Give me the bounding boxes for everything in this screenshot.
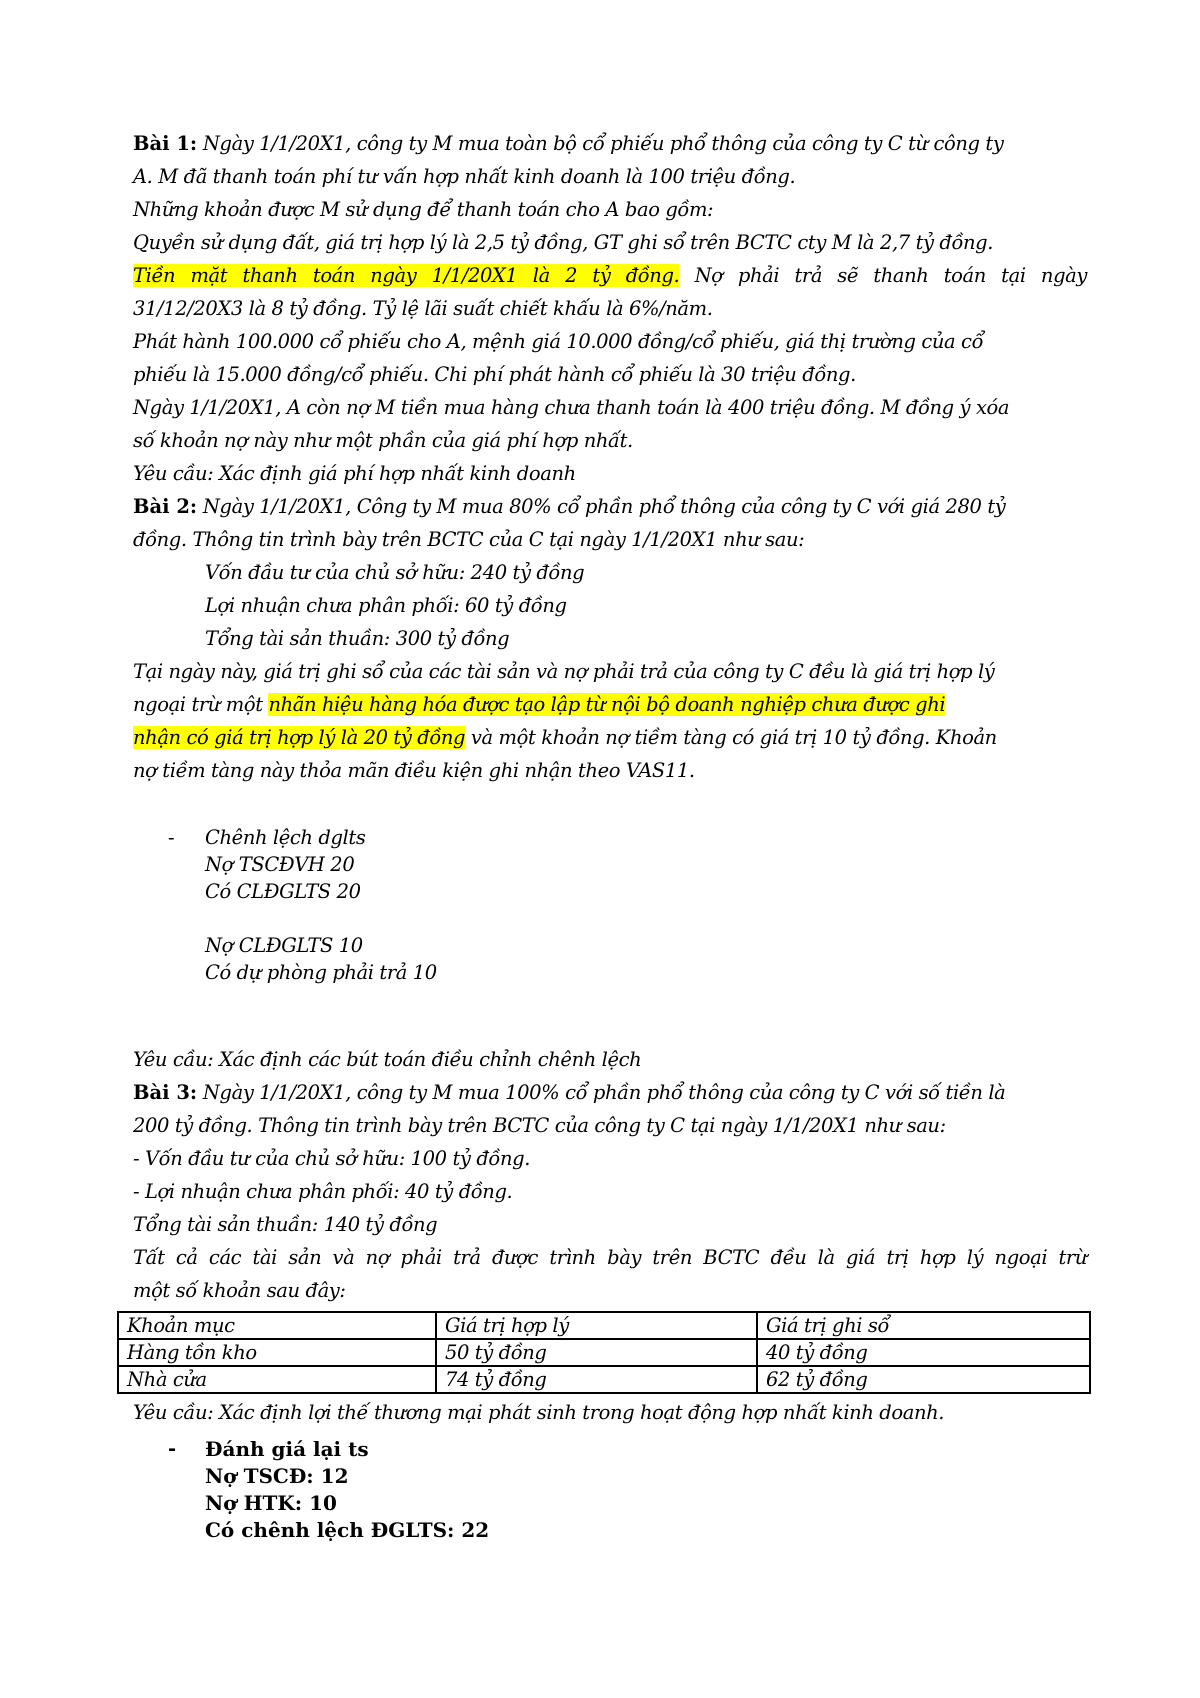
bai3-label: Bài 3: [133, 1081, 198, 1104]
bai3-note-4: Có chênh lệch ĐGLTS: 22 [205, 1518, 490, 1542]
bai1-line-4: Quyền sử dụng đất, giá trị hợp lý là 2,5 tỷ đồng, GT ghi sổ trên BCTC cty M là 2,7 tỷ đồng. [133, 231, 994, 254]
bai3-note-2: Nợ TSCĐ: 12 [205, 1464, 349, 1488]
bai2-highlight-brand-2: nhận có giá trị hợp lý là 20 tỷ đồng [133, 726, 466, 749]
bai3-text-1: Ngày 1/1/20X1, công ty M mua 100% cổ phần phổ thông của công ty C với số tiền là [197, 1081, 1006, 1104]
bai1-line-3: Những khoản được M sử dụng để thanh toán cho A bao gồm: [133, 198, 714, 221]
bai3-line-5: Tổng tài sản thuần: 140 tỷ đồng [133, 1213, 438, 1236]
table-cell: Hàng tồn kho [118, 1339, 436, 1366]
bai2-note-5: Có dự phòng phải trả 10 [205, 961, 437, 984]
bai1-text-1: Ngày 1/1/20X1, công ty M mua toàn bộ cổ phiếu phổ thông của công ty C từ công ty [197, 132, 1004, 155]
bai2-text-1: Ngày 1/1/20X1, Công ty M mua 80% cổ phần phổ thông của công ty C với giá 280 tỷ [197, 495, 1006, 518]
bai2-requirement: Yêu cầu: Xác định các bút toán điều chỉnh chênh lệch [133, 1048, 642, 1071]
bai2-highlight-brand-1: nhãn hiệu hàng hóa được tạo lập từ nội bộ doanh nghiệp chưa được ghi [268, 693, 946, 716]
bai2-line-5 [133, 725, 1087, 751]
bai3-line-1 [133, 1080, 1087, 1106]
bai1-text-5: Nợ phải trả sẽ thanh toán tại ngày [679, 264, 1088, 287]
bai1-line-7: Phát hành 100.000 cổ phiếu cho A, mệnh giá 10.000 đồng/cổ phiếu, giá thị trường của cổ [133, 330, 984, 353]
bai2-item-net-assets: Tổng tài sản thuần: 300 tỷ đồng [205, 627, 510, 650]
bai1-highlight-cash: Tiền mặt thanh toán ngày 1/1/20X1 là 2 tỷ đồng. [133, 264, 680, 287]
bai2-item-retained: Lợi nhuận chưa phân phối: 60 tỷ đồng [205, 594, 567, 617]
bai2-note-2: Nợ TSCĐVH 20 [205, 853, 355, 876]
table-cell: 62 tỷ đồng [757, 1366, 1090, 1393]
table-row [118, 1339, 1090, 1366]
bai1-line-8: phiếu là 15.000 đồng/cổ phiếu. Chi phí phát hành cổ phiếu là 30 triệu đồng. [133, 363, 856, 386]
table-cell: Nhà cửa [118, 1366, 436, 1393]
bai2-note-3: Có CLĐGLTS 20 [205, 880, 361, 903]
bai3-line-2: 200 tỷ đồng. Thông tin trình bày trên BCTC của công ty C tại ngày 1/1/20X1 như sau: [133, 1114, 946, 1137]
bai3-note-1: Đánh giá lại ts [205, 1437, 369, 1461]
bai2-line-6: nợ tiềm tàng này thỏa mãn điều kiện ghi nhận theo VAS11. [133, 759, 695, 782]
bai1-label: Bài 1: [133, 132, 198, 155]
table-cell: 74 tỷ đồng [436, 1366, 757, 1393]
bai2-bullet-dash: - [168, 826, 175, 849]
bai3-line-4: - Lợi nhuận chưa phân phối: 40 tỷ đồng. [133, 1180, 513, 1203]
bai3-line-6: Tất cả các tài sản và nợ phải trả được trình bày trên BCTC đều là giá trị hợp lý ngoại trừ [133, 1246, 1087, 1269]
bai2-item-equity: Vốn đầu tư của chủ sở hữu: 240 tỷ đồng [205, 561, 585, 584]
bai1-requirement: Yêu cầu: Xác định giá phí hợp nhất kinh doanh [133, 462, 576, 485]
table-cell: 40 tỷ đồng [757, 1339, 1090, 1366]
table-header-cell: Giá trị hợp lý [436, 1312, 757, 1339]
bai3-requirement: Yêu cầu: Xác định lợi thế thương mại phát sinh trong hoạt động hợp nhất kinh doanh. [133, 1401, 945, 1424]
bai2-line-3: Tại ngày này, giá trị ghi sổ của các tài sản và nợ phải trả của công ty C đều là giá trị hợp lý [133, 660, 995, 683]
table-cell: 50 tỷ đồng [436, 1339, 757, 1366]
table-row [118, 1366, 1090, 1393]
bai1-line-9: Ngày 1/1/20X1, A còn nợ M tiền mua hàng chưa thanh toán là 400 triệu đồng. M đồng ý xóa [133, 396, 1010, 419]
bai2-text-4: ngoại trừ một [133, 693, 269, 716]
bai1-line-2: A. M đã thanh toán phí tư vấn hợp nhất kinh doanh là 100 triệu đồng. [133, 165, 796, 188]
table-header-row [118, 1312, 1090, 1339]
valuation-table [117, 1311, 1091, 1394]
table-header-cell: Giá trị ghi sổ [757, 1312, 1090, 1339]
bai2-note-1: Chênh lệch dglts [205, 826, 366, 849]
bai2-line-1 [133, 494, 1087, 520]
bai2-note-4: Nợ CLĐGLTS 10 [205, 934, 363, 957]
bai2-line-4 [133, 692, 1087, 718]
bai1-line-5 [133, 263, 1087, 289]
bai1-line-6: 31/12/20X3 là 8 tỷ đồng. Tỷ lệ lãi suất chiết khấu là 6%/năm. [133, 297, 713, 320]
bai2-label: Bài 2: [133, 495, 198, 518]
bai3-line-3: - Vốn đầu tư của chủ sở hữu: 100 tỷ đồng. [133, 1147, 530, 1170]
bai1-line-10: số khoản nợ này như một phần của giá phí hợp nhất. [133, 429, 633, 452]
bai3-bullet-dash: - [168, 1437, 177, 1460]
bai2-line-2: đồng. Thông tin trình bày trên BCTC của C tại ngày 1/1/20X1 như sau: [133, 528, 805, 551]
bai2-text-5: và một khoản nợ tiềm tàng có giá trị 10 tỷ đồng. Khoản [465, 726, 997, 749]
bai1-line-1 [133, 131, 1087, 157]
bai3-note-3: Nợ HTK: 10 [205, 1491, 337, 1515]
bai3-line-7: một số khoản sau đây: [133, 1279, 346, 1302]
table-header-cell: Khoản mục [118, 1312, 436, 1339]
